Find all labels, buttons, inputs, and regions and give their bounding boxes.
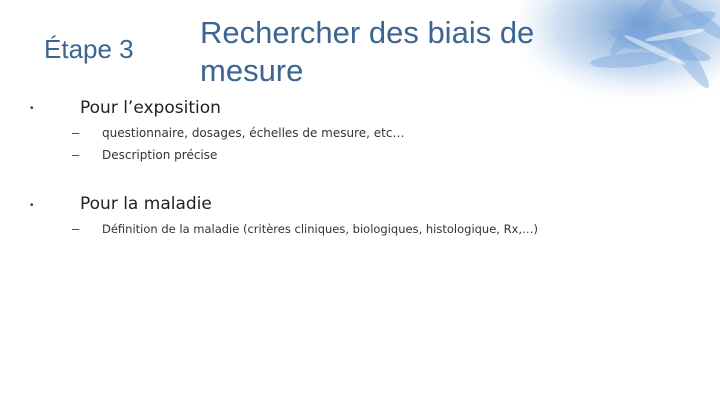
- blue-flower-icon: [520, 0, 720, 120]
- subbullet-marker: –: [72, 147, 80, 162]
- slide-title-line-2: mesure: [200, 53, 304, 88]
- bullet-text-maladie: Pour la maladie: [80, 194, 212, 214]
- subbullet-text: Définition de la maladie (critères cliniques, biologiques, histologique, Rx,…): [102, 222, 539, 236]
- subbullet-text: Description précise: [102, 148, 218, 162]
- subbullet-marker: –: [72, 125, 80, 140]
- subbullet-text: questionnaire, dosages, échelles de mesure, etc…: [102, 126, 405, 140]
- bullet-text-exposition: Pour l’exposition: [80, 98, 221, 118]
- step-label: Étape 3: [44, 34, 134, 64]
- subbullet-marker: –: [72, 221, 80, 236]
- bullet-marker: •: [30, 200, 34, 211]
- slide-title-line-1: Rechercher des biais de: [200, 15, 535, 50]
- bullet-marker: •: [30, 103, 34, 114]
- slide-title: [200, 14, 534, 90]
